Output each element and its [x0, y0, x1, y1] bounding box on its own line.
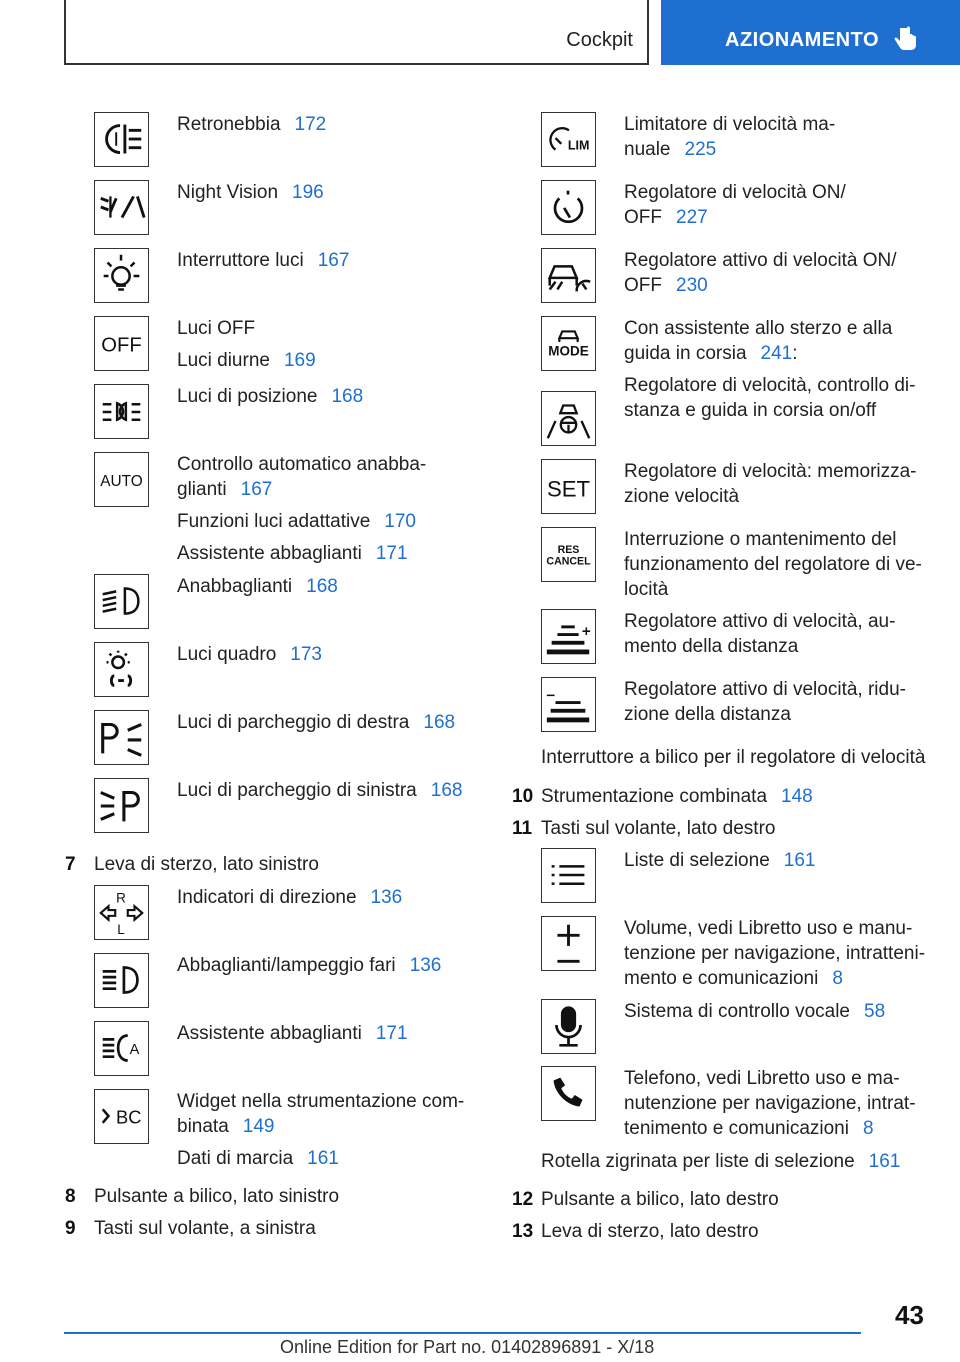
page-ref[interactable]: 168 — [331, 386, 364, 407]
item-number: 12 — [512, 1189, 534, 1210]
set-label: SET — [546, 476, 591, 502]
entry-light-switch: Interruttore luci 167 — [177, 250, 350, 271]
item-number: 7 — [65, 854, 76, 875]
item-number: 10 — [512, 786, 534, 807]
header-chapter-tab — [661, 0, 960, 65]
page-ref[interactable]: 171 — [375, 543, 408, 564]
entry-adaptive-lights: Funzioni luci adattative 170 — [177, 511, 416, 532]
res-label: RES — [557, 544, 580, 557]
entry-voice-control: Sistema di controllo vocale 58 — [624, 1001, 886, 1022]
increase-distance-icon — [541, 609, 596, 664]
page-ref[interactable]: 225 — [684, 139, 717, 160]
turn-signal-icon — [94, 885, 149, 940]
entry-rear-fog: Retronebbia 172 — [177, 114, 327, 135]
phone-icon — [541, 1066, 596, 1121]
page-ref[interactable]: 241 — [760, 343, 793, 364]
entry-selection-lists: Liste di selezione 161 — [624, 850, 816, 871]
cruise-control-icon — [541, 180, 596, 235]
page-ref[interactable]: 173 — [290, 644, 322, 665]
resume-cancel-icon — [541, 527, 596, 582]
entry-left-parking-light: Luci di parcheggio di sinistra 168 — [177, 780, 463, 801]
lane-steering-assist-icon — [541, 391, 596, 446]
entry-lights-off: Luci OFF — [177, 318, 256, 339]
footer-edition: Online Edition for Part no. 01402896891 - X/18 — [280, 1337, 655, 1357]
entry-active-cruise-control: Regolatore attivo di velocità ON/ OFF 230 — [624, 250, 897, 296]
light-switch-icon — [94, 248, 149, 303]
right-parking-light-icon — [94, 710, 149, 765]
page-ref[interactable]: 227 — [676, 207, 708, 228]
item-left-wheel-buttons: Tasti sul volante, a sinistra — [94, 1218, 316, 1239]
auto-low-beam-icon — [94, 452, 149, 507]
speed-limiter-icon — [541, 112, 596, 167]
lim-label: LIM — [567, 138, 590, 153]
header-section-title: Cockpit — [566, 29, 633, 51]
cancel-label: CANCEL — [546, 555, 591, 568]
list-icon — [541, 848, 596, 903]
assistant-a-label: A — [129, 1041, 140, 1058]
page-ref[interactable]: 168 — [306, 576, 338, 597]
entry-high-beam-assistant-2: Assistente abbaglianti 171 — [177, 1023, 408, 1044]
parking-position-lights-icon — [94, 384, 149, 439]
entry-steering-assist: Con assistente allo sterzo e alla guida in corsia 241: — [624, 318, 893, 364]
volume-icon — [541, 916, 596, 971]
page-ref[interactable]: 8 — [862, 1118, 874, 1139]
entry-right-parking-light: Luci di parcheggio di destra 168 — [177, 712, 456, 733]
mode-label: MODE — [548, 343, 589, 359]
page-ref[interactable]: 148 — [781, 786, 813, 807]
item-number: 9 — [65, 1218, 76, 1239]
entry-high-beam-assistant: Assistente abbaglianti 171 — [177, 543, 408, 564]
entry-cruise-rocker: Interruttore a bilico per il regolatore di velocità — [541, 747, 926, 768]
left-parking-light-icon — [94, 778, 149, 833]
instrument-lighting-icon — [94, 642, 149, 697]
page-ref[interactable]: 136 — [370, 887, 403, 908]
entry-cruise-control: Regolatore di velocità ON/ OFF 227 — [624, 182, 846, 228]
page-ref[interactable]: 171 — [375, 1023, 408, 1044]
entry-night-vision: Night Vision 196 — [177, 182, 324, 203]
item-left-rocker: Pulsante a bilico, lato sinistro — [94, 1186, 340, 1207]
item-number: 11 — [512, 818, 533, 839]
entry-turn-signals: Indicatori di direzione 136 — [177, 887, 403, 908]
auto-label: AUTO — [100, 472, 143, 490]
entry-distance-lane-control: Regolatore di velocità, controllo di- stanza e guida in corsia on/off — [624, 375, 916, 421]
entry-speed-limiter: Limitatore di velocità ma- nuale 225 — [624, 114, 836, 160]
entry-position-lights: Luci di posizione 168 — [177, 386, 364, 407]
entry-widget: Widget nella strumentazione com- binata 149 — [177, 1091, 465, 1137]
header-chapter-title: AZIONAMENTO — [725, 29, 880, 51]
active-cruise-control-icon — [541, 248, 596, 303]
page-ref[interactable]: 149 — [242, 1116, 275, 1137]
widget-bc-icon — [94, 1089, 149, 1144]
entry-high-beam-flash: Abbaglianti/lampeggio fari 136 — [177, 955, 442, 976]
entry-volume: Volume, vedi Libretto uso e manu- tenzione per navigazione, intratteni- mento e comunicazioni 8 — [624, 918, 926, 989]
page-ref[interactable]: 170 — [384, 511, 416, 532]
page-ref[interactable]: 161 — [868, 1151, 901, 1172]
page-ref[interactable]: 167 — [317, 250, 350, 271]
item-right-rocker: Pulsante a bilico, lato destro — [541, 1189, 779, 1210]
item-right-wheel-buttons: Tasti sul volante, lato destro — [541, 818, 776, 839]
set-speed-icon — [541, 459, 596, 514]
page-ref[interactable]: 168 — [430, 780, 463, 801]
lights-off-label: OFF — [101, 334, 142, 357]
entry-trip-data: Dati di marcia 161 — [177, 1148, 339, 1169]
left-label: L — [117, 922, 125, 938]
page-ref[interactable]: 58 — [864, 1001, 886, 1022]
page-ref[interactable]: 172 — [294, 114, 327, 135]
page-ref[interactable]: 196 — [292, 182, 324, 203]
rear-fog-light-icon — [94, 112, 149, 167]
page-ref[interactable]: 168 — [423, 712, 456, 733]
page-ref[interactable]: 8 — [832, 968, 843, 989]
entry-auto-low-beam: Controllo automatico anabba- glianti 167 — [177, 454, 427, 500]
page-ref[interactable]: 136 — [409, 955, 442, 976]
mode-icon — [541, 316, 596, 371]
high-beam-icon — [94, 953, 149, 1008]
entry-thumbwheel: Rotella zigrinata per liste di selezione 161 — [541, 1151, 901, 1172]
page-ref[interactable]: 161 — [307, 1148, 339, 1169]
entry-phone: Telefono, vedi Libretto uso e ma- nutenzione per navigazione, intrat- tenimento e comunicazioni 8 — [624, 1068, 916, 1139]
entry-instrument-lighting: Luci quadro 173 — [177, 644, 322, 665]
item-number: 13 — [512, 1221, 534, 1242]
microphone-icon — [541, 999, 596, 1054]
page-ref[interactable]: 169 — [283, 350, 316, 371]
low-beam-icon — [94, 574, 149, 629]
header-section-tab — [64, 0, 649, 65]
entry-decrease-distance: Regolatore attivo di velocità, ridu- zione della distanza — [624, 679, 906, 725]
night-vision-icon — [94, 180, 149, 235]
high-beam-assistant-icon — [94, 1021, 149, 1076]
bc-label: BC — [116, 1106, 142, 1128]
page-ref[interactable]: 230 — [676, 275, 708, 296]
footer-divider — [64, 1332, 861, 1334]
item-number: 8 — [65, 1186, 76, 1207]
decrease-distance-icon — [541, 677, 596, 732]
right-label: R — [116, 890, 126, 906]
page-number: 43 — [895, 1300, 924, 1330]
page-ref[interactable]: 161 — [783, 850, 816, 871]
hand-pointer-icon — [893, 26, 919, 54]
item-right-stalk: Leva di sterzo, lato destro — [541, 1221, 759, 1242]
page-ref[interactable]: 167 — [240, 479, 273, 500]
item-left-stalk: Leva di sterzo, lato sinistro — [94, 854, 319, 875]
entry-increase-distance: Regolatore attivo di velocità, au- mento della distanza — [624, 611, 896, 657]
lights-off-icon — [94, 316, 149, 371]
entry-low-beam: Anabbaglianti 168 — [177, 576, 338, 597]
entry-store-speed: Regolatore di velocità: memorizza- zione velocità — [624, 461, 917, 507]
entry-resume-cancel: Interruzione o mantenimento del funzionamento del regolatore di ve- locità — [624, 529, 922, 600]
item-instrument-cluster: Strumentazione combinata 148 — [541, 786, 813, 807]
entry-daytime-lights: Luci diurne 169 — [177, 350, 316, 371]
